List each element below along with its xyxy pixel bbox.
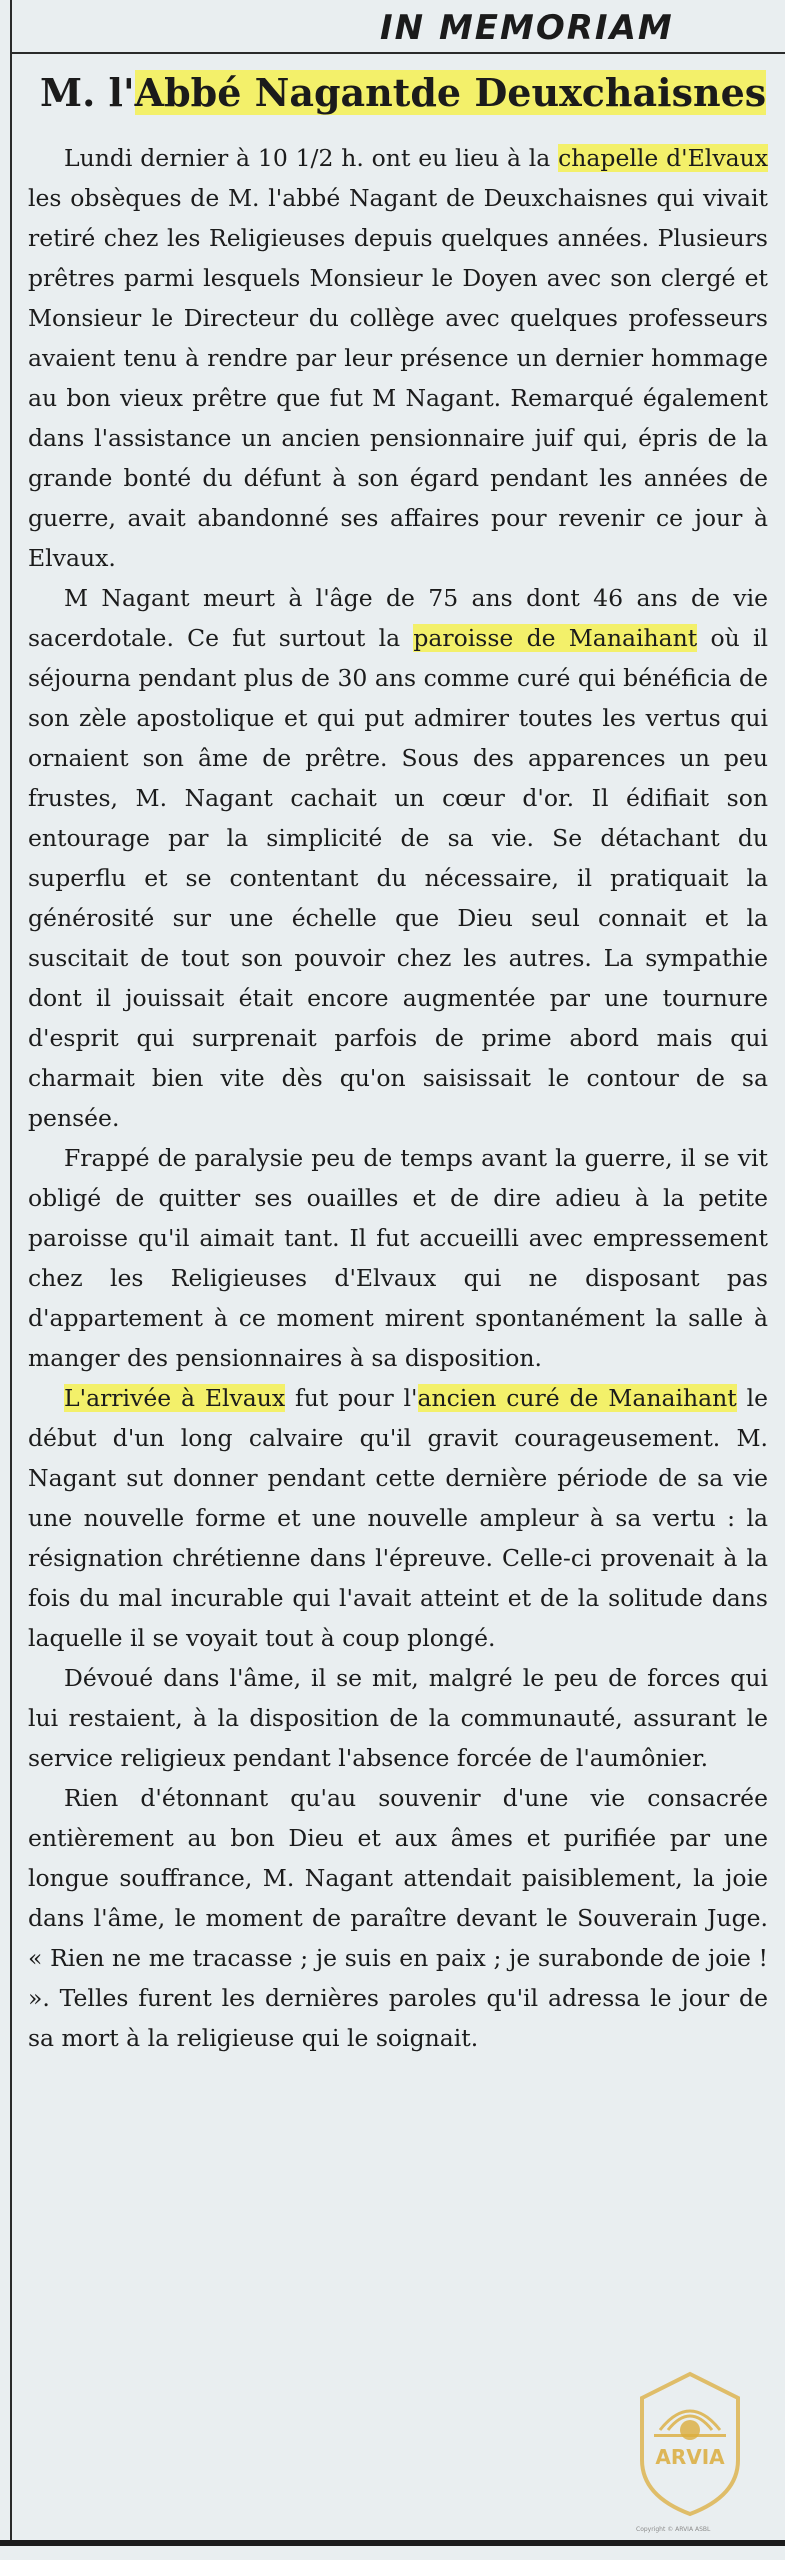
highlighted-phrase: chapelle d'Elvaux [558, 144, 768, 172]
paragraph-text: Dévoué dans l'âme, il se mit, malgré le peu de forces qui lui restaient, à la disposition de la communauté, assurant le service religieux pendant l'absence forcée de l'aumônier. [28, 1664, 768, 1772]
highlighted-phrase: ancien curé de Manaihant [417, 1384, 737, 1412]
headline-prefix: M. l' [40, 70, 135, 115]
paragraph-text: Rien d'étonnant qu'au souvenir d'une vie consacrée entièrement au bon Dieu et aux âmes et purifiée par une longue souffrance, M. Nagant attendait paisiblement, la joie dans l'âme, le moment de paraître devant le Souverain Juge. « Rien ne me tracasse ; je suis en paix ; je surabonde de joie ! ». Telles furent les dernières paroles qu'il adressa le jour de sa mort à la religieuse qui le soignait. [28, 1784, 768, 2052]
bottom-rule [0, 2540, 785, 2546]
paragraph-text: les obsèques de M. l'abbé Nagant de Deuxchaisnes qui vivait retiré chez les Religieuses depuis quelques années. Plusieurs prêtres parmi lesquels Monsieur le Doyen avec son clergé et Monsieur le Directeur du collège avec quelques professeurs avaient tenu à rendre par leur présence un dernier hommage au bon vieux prêtre que fut M Nagant. Remarqué également dans l'assistance un ancien pensionnaire juif qui, épris de la grande bonté du défunt à son égard pendant les années de guerre, avait abandonné ses affaires pour revenir ce jour à Elvaux. [28, 184, 768, 572]
arvia-logo-stamp [630, 2368, 750, 2518]
stamp-text: ARVIA [655, 2445, 725, 2469]
article-paragraph [28, 1138, 768, 1378]
article-body [28, 138, 768, 2058]
paragraph-text: M Nagant meurt à l'âge de 75 ans dont 46 ans de vie sacerdotale. Ce fut surtout la [28, 584, 768, 652]
section-label: IN MEMORIAM [380, 8, 674, 48]
left-column-rule [10, 0, 12, 2540]
highlighted-phrase: paroisse de Manaihant [413, 624, 698, 652]
paragraph-text: où il séjourna pendant plus de 30 ans comme curé qui bénéficia de son zèle apostolique et qui put admirer toutes les vertus qui ornaient son âme de prêtre. Sous des apparences un peu frustes, M. Nagant cachait un cœur d'or. Il édifiait son entourage par la simplicité de sa vie. Se détachant du superflu et se contentant du nécessaire, il pratiquait la générosité sur une échelle que Dieu seul connait et la suscitait de tout son pouvoir chez les autres. La sympathie dont il jouissait était encore augmentée par une tournure d'esprit qui surprenait parfois de prime abord mais qui charmait bien vite dès qu'on saisissait le contour de sa pensée. [28, 624, 768, 1132]
copyright-credit: Copyright © ARVIA ASBL [636, 2526, 711, 2533]
highlighted-phrase: L'arrivée à Elvaux [64, 1384, 286, 1412]
article-paragraph [28, 1378, 768, 1658]
article-paragraph [28, 1778, 768, 2058]
paragraph-text: Frappé de paralysie peu de temps avant la guerre, il se vit obligé de quitter ses ouailles et de dire adieu à la petite paroisse qu'il aimait tant. Il fut accueilli avec empressement chez les Religieuses d'Elvaux qui ne disposant pas d'appartement à ce moment mirent spontanément la salle à manger des pensionnaires à sa disposition. [28, 1144, 768, 1372]
article-paragraph [28, 138, 768, 578]
article-paragraph [28, 578, 768, 1138]
headline-name: Abbé Nagantde Deuxchaisnes [134, 70, 767, 115]
paragraph-text: Lundi dernier à 10 1/2 h. ont eu lieu à la [64, 144, 559, 172]
paragraph-text: le début d'un long calvaire qu'il gravit courageusement. M. Nagant sut donner pendant cette dernière période de sa vie une nouvelle forme et une nouvelle ampleur à sa vertu : la résignation chrétienne dans l'épreuve. Celle-ci provenait à la fois du mal incurable qui l'avait atteint et de la solitude dans laquelle il se voyait tout à coup plongé. [28, 1384, 768, 1652]
obituary-headline [40, 70, 767, 115]
header-rule [10, 52, 785, 54]
paragraph-text: fut pour l' [285, 1384, 418, 1412]
article-paragraph [28, 1658, 768, 1778]
